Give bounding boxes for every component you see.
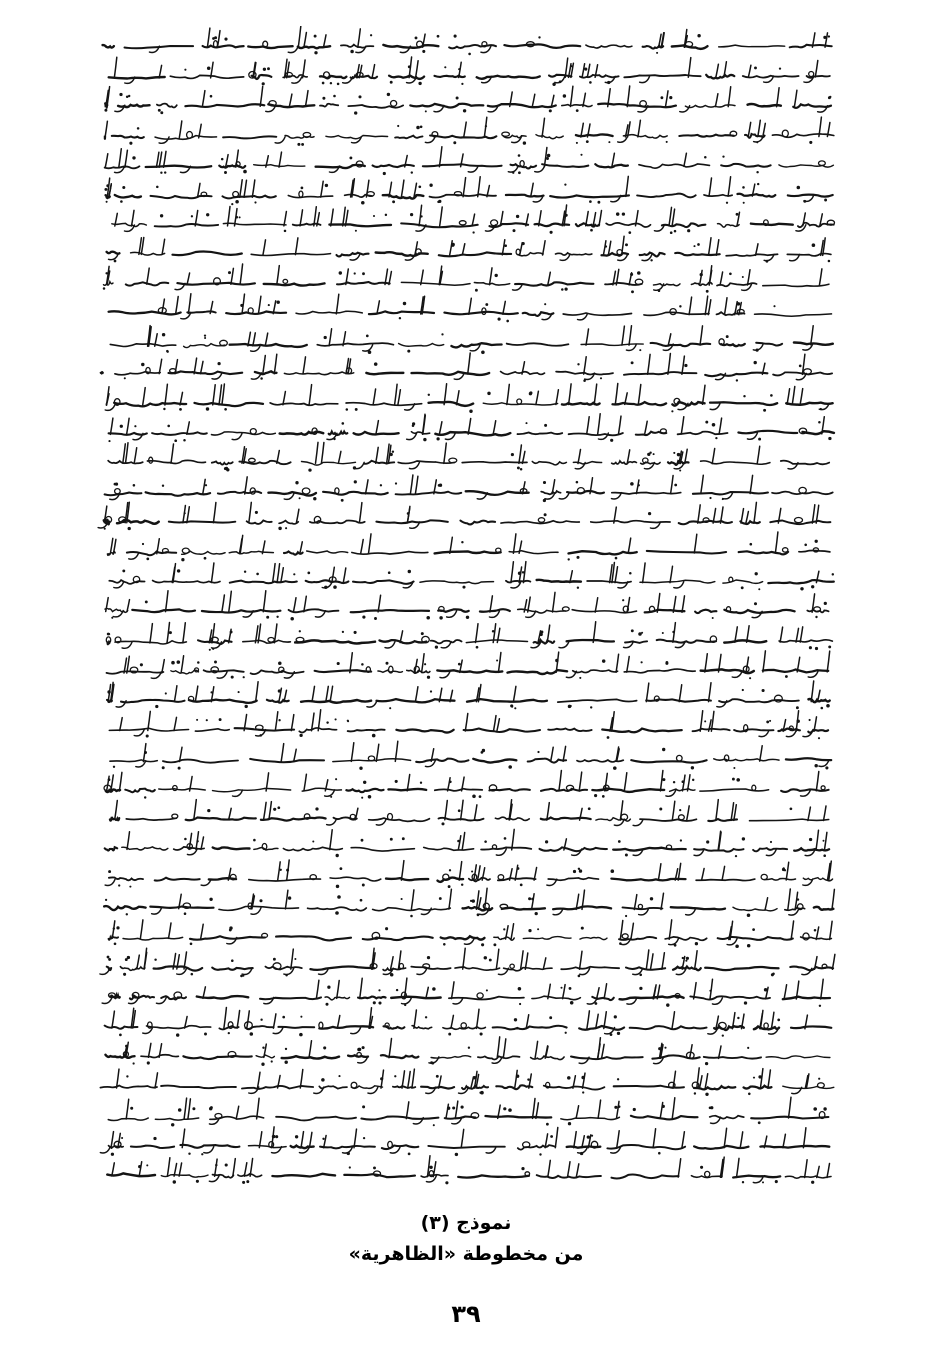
manuscript-line	[105, 384, 832, 414]
manuscript-line	[107, 651, 830, 679]
manuscript-line	[103, 26, 832, 55]
manuscript-line	[105, 147, 834, 175]
manuscript-line	[112, 205, 835, 234]
manuscript-line	[105, 591, 829, 621]
manuscript-line	[106, 622, 832, 651]
manuscript-line	[100, 948, 835, 977]
manuscript-line	[98, 502, 830, 530]
manuscript-line	[110, 326, 833, 354]
manuscript-line	[107, 236, 831, 262]
manuscript-image	[96, 26, 836, 1186]
manuscript-line	[104, 888, 834, 917]
manuscript-line	[109, 710, 828, 740]
manuscript-line	[105, 860, 833, 888]
manuscript-line	[109, 920, 833, 948]
manuscript-line	[105, 475, 833, 502]
manuscript-line	[101, 353, 833, 382]
manuscript-line	[100, 1068, 833, 1096]
manuscript-line	[102, 978, 830, 1007]
manuscript-line	[110, 741, 831, 770]
manuscript-line	[103, 264, 829, 293]
manuscript-line	[109, 294, 832, 323]
manuscript-line	[108, 1097, 828, 1126]
manuscript-line	[110, 800, 829, 826]
manuscript-line	[106, 1037, 830, 1066]
manuscript-handwriting	[96, 26, 836, 1186]
manuscript-line	[109, 57, 830, 86]
manuscript-line	[107, 532, 830, 561]
manuscript-line	[105, 1008, 832, 1037]
manuscript-line	[104, 771, 829, 799]
page-number: ٣٩	[451, 1300, 481, 1328]
figure-caption-title: نموذج (٣)	[420, 1212, 512, 1234]
manuscript-line	[107, 681, 830, 709]
manuscript-line	[108, 442, 829, 471]
manuscript-line	[104, 86, 831, 115]
manuscript-line	[105, 829, 829, 857]
manuscript-line	[107, 1156, 831, 1185]
manuscript-line	[104, 176, 832, 205]
manuscript-line	[109, 562, 834, 591]
manuscript-line	[105, 117, 834, 146]
manuscript-line	[108, 414, 833, 442]
figure-caption-source: من مخطوطة «الظاهرية»	[348, 1243, 584, 1265]
manuscript-line	[100, 1127, 829, 1156]
